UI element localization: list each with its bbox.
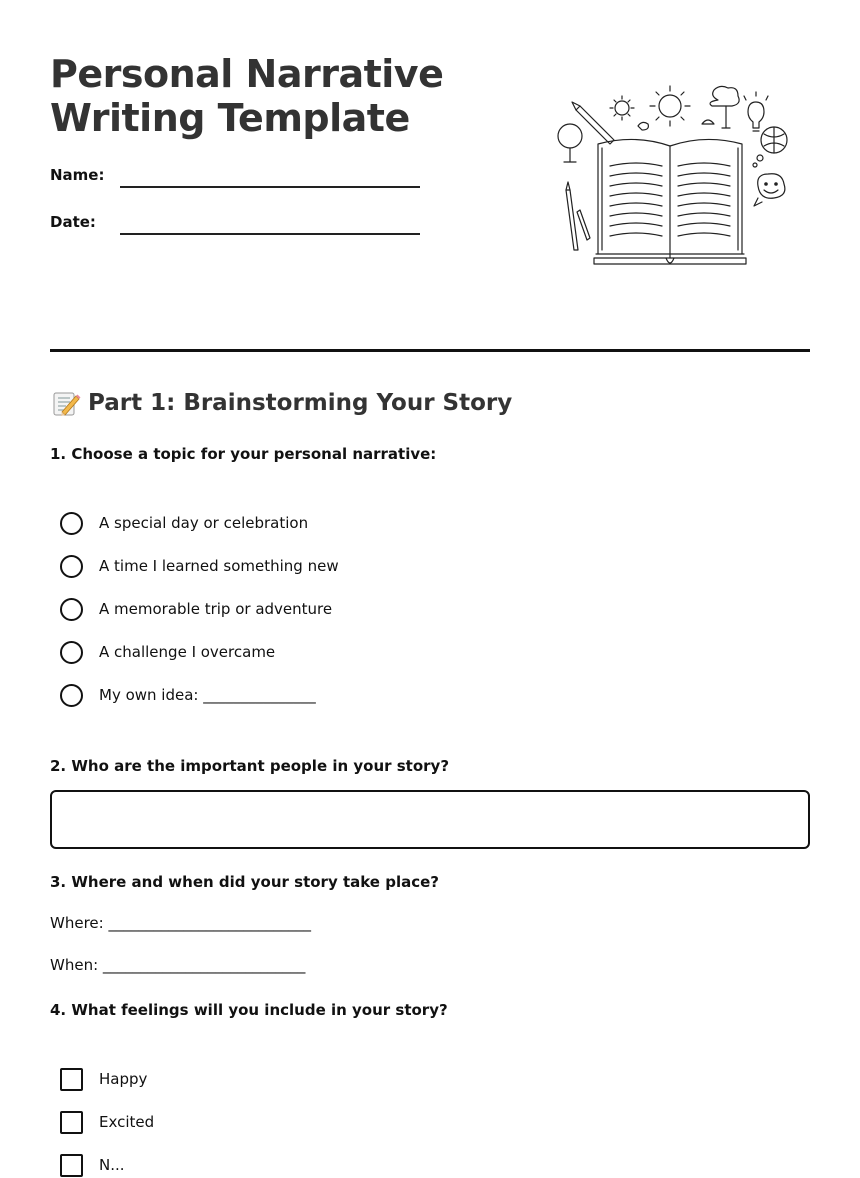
people-answer-box[interactable]	[50, 790, 810, 849]
radio-button[interactable]	[60, 512, 83, 535]
option-label: Happy	[99, 1070, 148, 1088]
option-label: A memorable trip or adventure	[99, 600, 333, 618]
option-label: A challenge I overcame	[99, 643, 276, 661]
option-label: N...	[99, 1156, 125, 1174]
question-1: 1. Choose a topic for your personal narrative:	[50, 445, 437, 463]
question-3: 3. Where and when did your story take place?	[50, 873, 439, 891]
feeling-option-1[interactable]	[60, 1066, 147, 1092]
topic-option-2[interactable]	[60, 553, 339, 579]
topic-option-4[interactable]	[60, 639, 275, 665]
option-label: A special day or celebration	[99, 514, 309, 532]
feeling-option-2[interactable]	[60, 1109, 154, 1135]
date-label: Date:	[50, 213, 96, 231]
option-label: Excited	[99, 1113, 155, 1131]
part1-heading-text: Part 1: Brainstorming Your Story	[88, 390, 513, 416]
topic-option-3[interactable]	[60, 596, 332, 622]
checkbox[interactable]	[60, 1068, 83, 1091]
open-book-doodle-icon	[550, 78, 800, 270]
name-field[interactable]	[120, 186, 420, 188]
page-title	[50, 52, 510, 140]
question-4: 4. What feelings will you include in your story?	[50, 1001, 448, 1019]
topic-option-1[interactable]	[60, 510, 308, 536]
section-divider	[50, 349, 810, 352]
radio-button[interactable]	[60, 555, 83, 578]
title-line-2: Writing Template	[50, 96, 410, 140]
feeling-option-3[interactable]	[60, 1152, 125, 1178]
question-2: 2. Who are the important people in your story?	[50, 757, 450, 775]
part1-heading	[50, 388, 512, 418]
radio-button[interactable]	[60, 684, 83, 707]
radio-button[interactable]	[60, 598, 83, 621]
memo-pencil-icon	[50, 388, 80, 418]
when-field[interactable]: When: ___________________________	[50, 956, 306, 974]
radio-button[interactable]	[60, 641, 83, 664]
title-line-1: Personal Narrative	[50, 52, 444, 96]
date-field[interactable]	[120, 233, 420, 235]
option-label: A time I learned something new	[99, 557, 339, 575]
topic-option-5[interactable]	[60, 682, 316, 708]
name-label: Name:	[50, 166, 105, 184]
option-label: My own idea: _______________	[99, 686, 316, 704]
checkbox[interactable]	[60, 1111, 83, 1134]
checkbox[interactable]	[60, 1154, 83, 1177]
where-field[interactable]: Where: ___________________________	[50, 914, 311, 932]
